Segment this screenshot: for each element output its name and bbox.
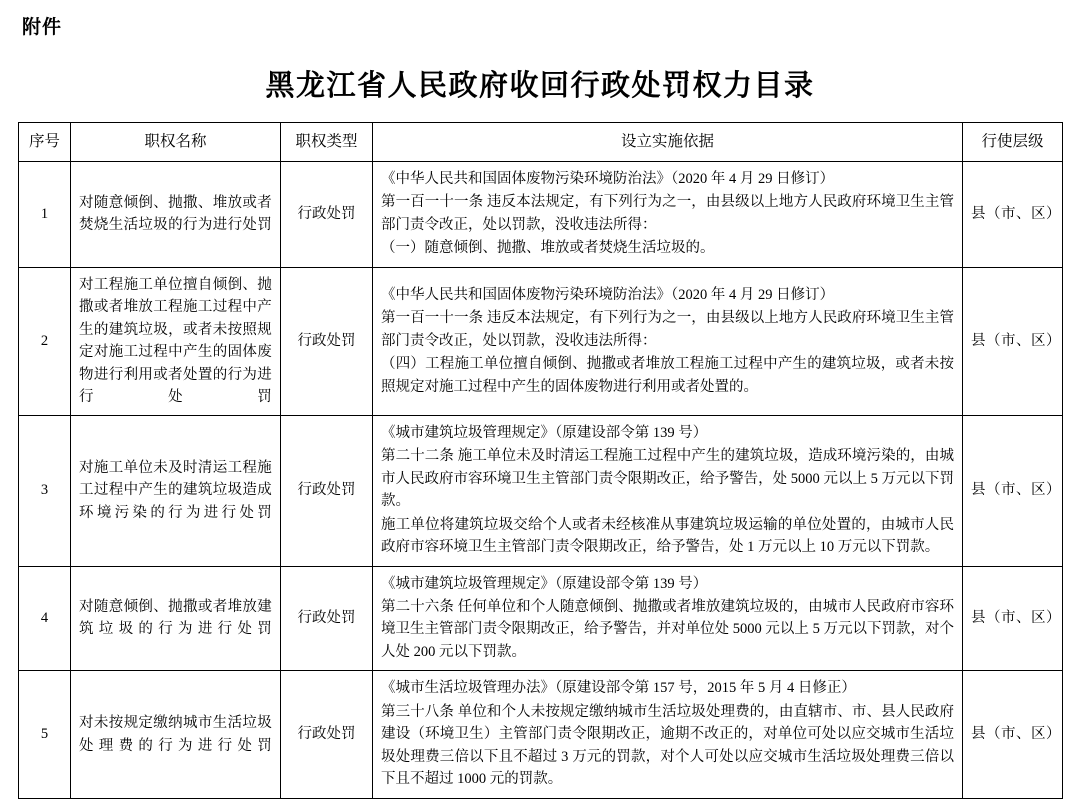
cell-exercise-level: 县（市、区） (963, 267, 1063, 415)
cell-legal-basis (373, 162, 963, 268)
basis-line: 第一百一十一条 违反本法规定，有下列行为之一，由县级以上地方人民政府环境卫生主管部门责令改正，处以罚款，没收违法所得： (381, 194, 954, 233)
cell-legal-basis (373, 671, 963, 798)
column-header-name: 职权名称 (71, 123, 281, 162)
cell-power-type: 行政处罚 (281, 267, 373, 415)
page-title: 黑龙江省人民政府收回行政处罚权力目录 (265, 70, 815, 102)
basis-line: 第二十六条 任何单位和个人随意倾倒、抛撒或者堆放建筑垃圾的，由城市人民政府市容环境卫生主管部门责令限期改正，给予警告，并对单位处 5000 元以上 5 万元以下罚款，对个人处 200 元以下罚款。 (381, 598, 954, 660)
table-body (19, 162, 1063, 799)
cell-exercise-level: 县（市、区） (963, 671, 1063, 798)
basis-line: 《中华人民共和国固体废物污染环境防治法》（2020 年 4 月 29 日修订） (381, 171, 835, 188)
cell-power-type: 行政处罚 (281, 415, 373, 566)
table-row (19, 415, 1063, 566)
basis-line: 第一百一十一条 违反本法规定，有下列行为之一，由县级以上地方人民政府环境卫生主管部门责令改正，处以罚款，没收违法所得： (381, 310, 954, 349)
basis-line: （四）工程施工单位擅自倾倒、抛撒或者堆放工程施工过程中产生的建筑垃圾，或者未按照规定对施工过程中产生的固体废物进行利用或者处置的。 (381, 356, 954, 395)
column-header-basis: 设立实施依据 (373, 123, 963, 162)
table-row (19, 267, 1063, 415)
cell-seq: 4 (19, 566, 71, 671)
basis-line: 第二十二条 施工单位未及时清运工程施工过程中产生的建筑垃圾，造成环境污染的，由城市人民政府市容环境卫生主管部门责令限期改正，给予警告，处 5000 元以上 5 万元以下罚款。 (381, 448, 954, 510)
basis-line: 《中华人民共和国固体废物污染环境防治法》（2020 年 4 月 29 日修订） (381, 286, 835, 303)
table-row (19, 671, 1063, 798)
cell-power-type: 行政处罚 (281, 671, 373, 798)
table-row (19, 566, 1063, 671)
power-catalog-table (18, 122, 1063, 799)
cell-legal-basis (373, 267, 963, 415)
cell-seq: 1 (19, 162, 71, 268)
basis-line: 《城市建筑垃圾管理规定》（原建设部令第 139 号） (381, 424, 708, 441)
cell-exercise-level: 县（市、区） (963, 415, 1063, 566)
basis-line: 施工单位将建筑垃圾交给个人或者未经核准从事建筑垃圾运输的单位处置的，由城市人民政府市容环境卫生主管部门责令限期改正，给予警告，处 1 万元以上 10 万元以下罚款。 (381, 516, 954, 556)
basis-line: 《城市生活垃圾管理办法》（原建设部令第 157 号，2015 年 5 月 4 日修正） (381, 680, 856, 697)
cell-power-type: 行政处罚 (281, 566, 373, 671)
column-header-level: 行使层级 (963, 123, 1063, 162)
cell-power-type: 行政处罚 (281, 162, 373, 268)
cell-power-name: 对施工单位未及时清运工程施工过程中产生的建筑垃圾造成环境污染的行为进行处罚 (71, 415, 281, 566)
cell-legal-basis (373, 415, 963, 566)
basis-line: 《城市建筑垃圾管理规定》（原建设部令第 139 号） (381, 575, 708, 592)
cell-legal-basis (373, 566, 963, 671)
cell-exercise-level: 县（市、区） (963, 566, 1063, 671)
cell-seq: 3 (19, 415, 71, 566)
cell-seq: 5 (19, 671, 71, 798)
document-page (0, 12, 1080, 799)
cell-power-name: 对工程施工单位擅自倾倒、抛撒或者堆放工程施工过程中产生的建筑垃圾，或者未按照规定对施工过程中产生的固体废物进行利用或者处置的行为进行处罚 (71, 267, 281, 415)
cell-exercise-level: 县（市、区） (963, 162, 1063, 268)
cell-power-name: 对随意倾倒、抛撒或者堆放建筑垃圾的行为进行处罚 (71, 566, 281, 671)
attachment-label: 附件 (22, 17, 63, 38)
table-header-row (19, 123, 1063, 162)
basis-line: （一）随意倾倒、抛撒、堆放或者焚烧生活垃圾的。 (381, 240, 715, 257)
cell-power-name: 对未按规定缴纳城市生活垃圾处理费的行为进行处罚 (71, 671, 281, 798)
column-header-seq: 序号 (19, 123, 71, 162)
table-row (19, 162, 1063, 268)
column-header-type: 职权类型 (281, 123, 373, 162)
basis-line: 第三十八条 单位和个人未按规定缴纳城市生活垃圾处理费的，由直辖市、市、县人民政府建设（环境卫生）主管部门责令限期改正，逾期不改正的，对单位可处以应交城市生活垃圾处理费三倍以下且不超过 3 万元的罚款，对个人可处以应交城市生活垃圾处理费三倍以下且不超过 1000 元的罚款。 (381, 703, 954, 788)
cell-seq: 2 (19, 267, 71, 415)
cell-power-name: 对随意倾倒、抛撒、堆放或者焚烧生活垃圾的行为进行处罚 (71, 162, 281, 268)
